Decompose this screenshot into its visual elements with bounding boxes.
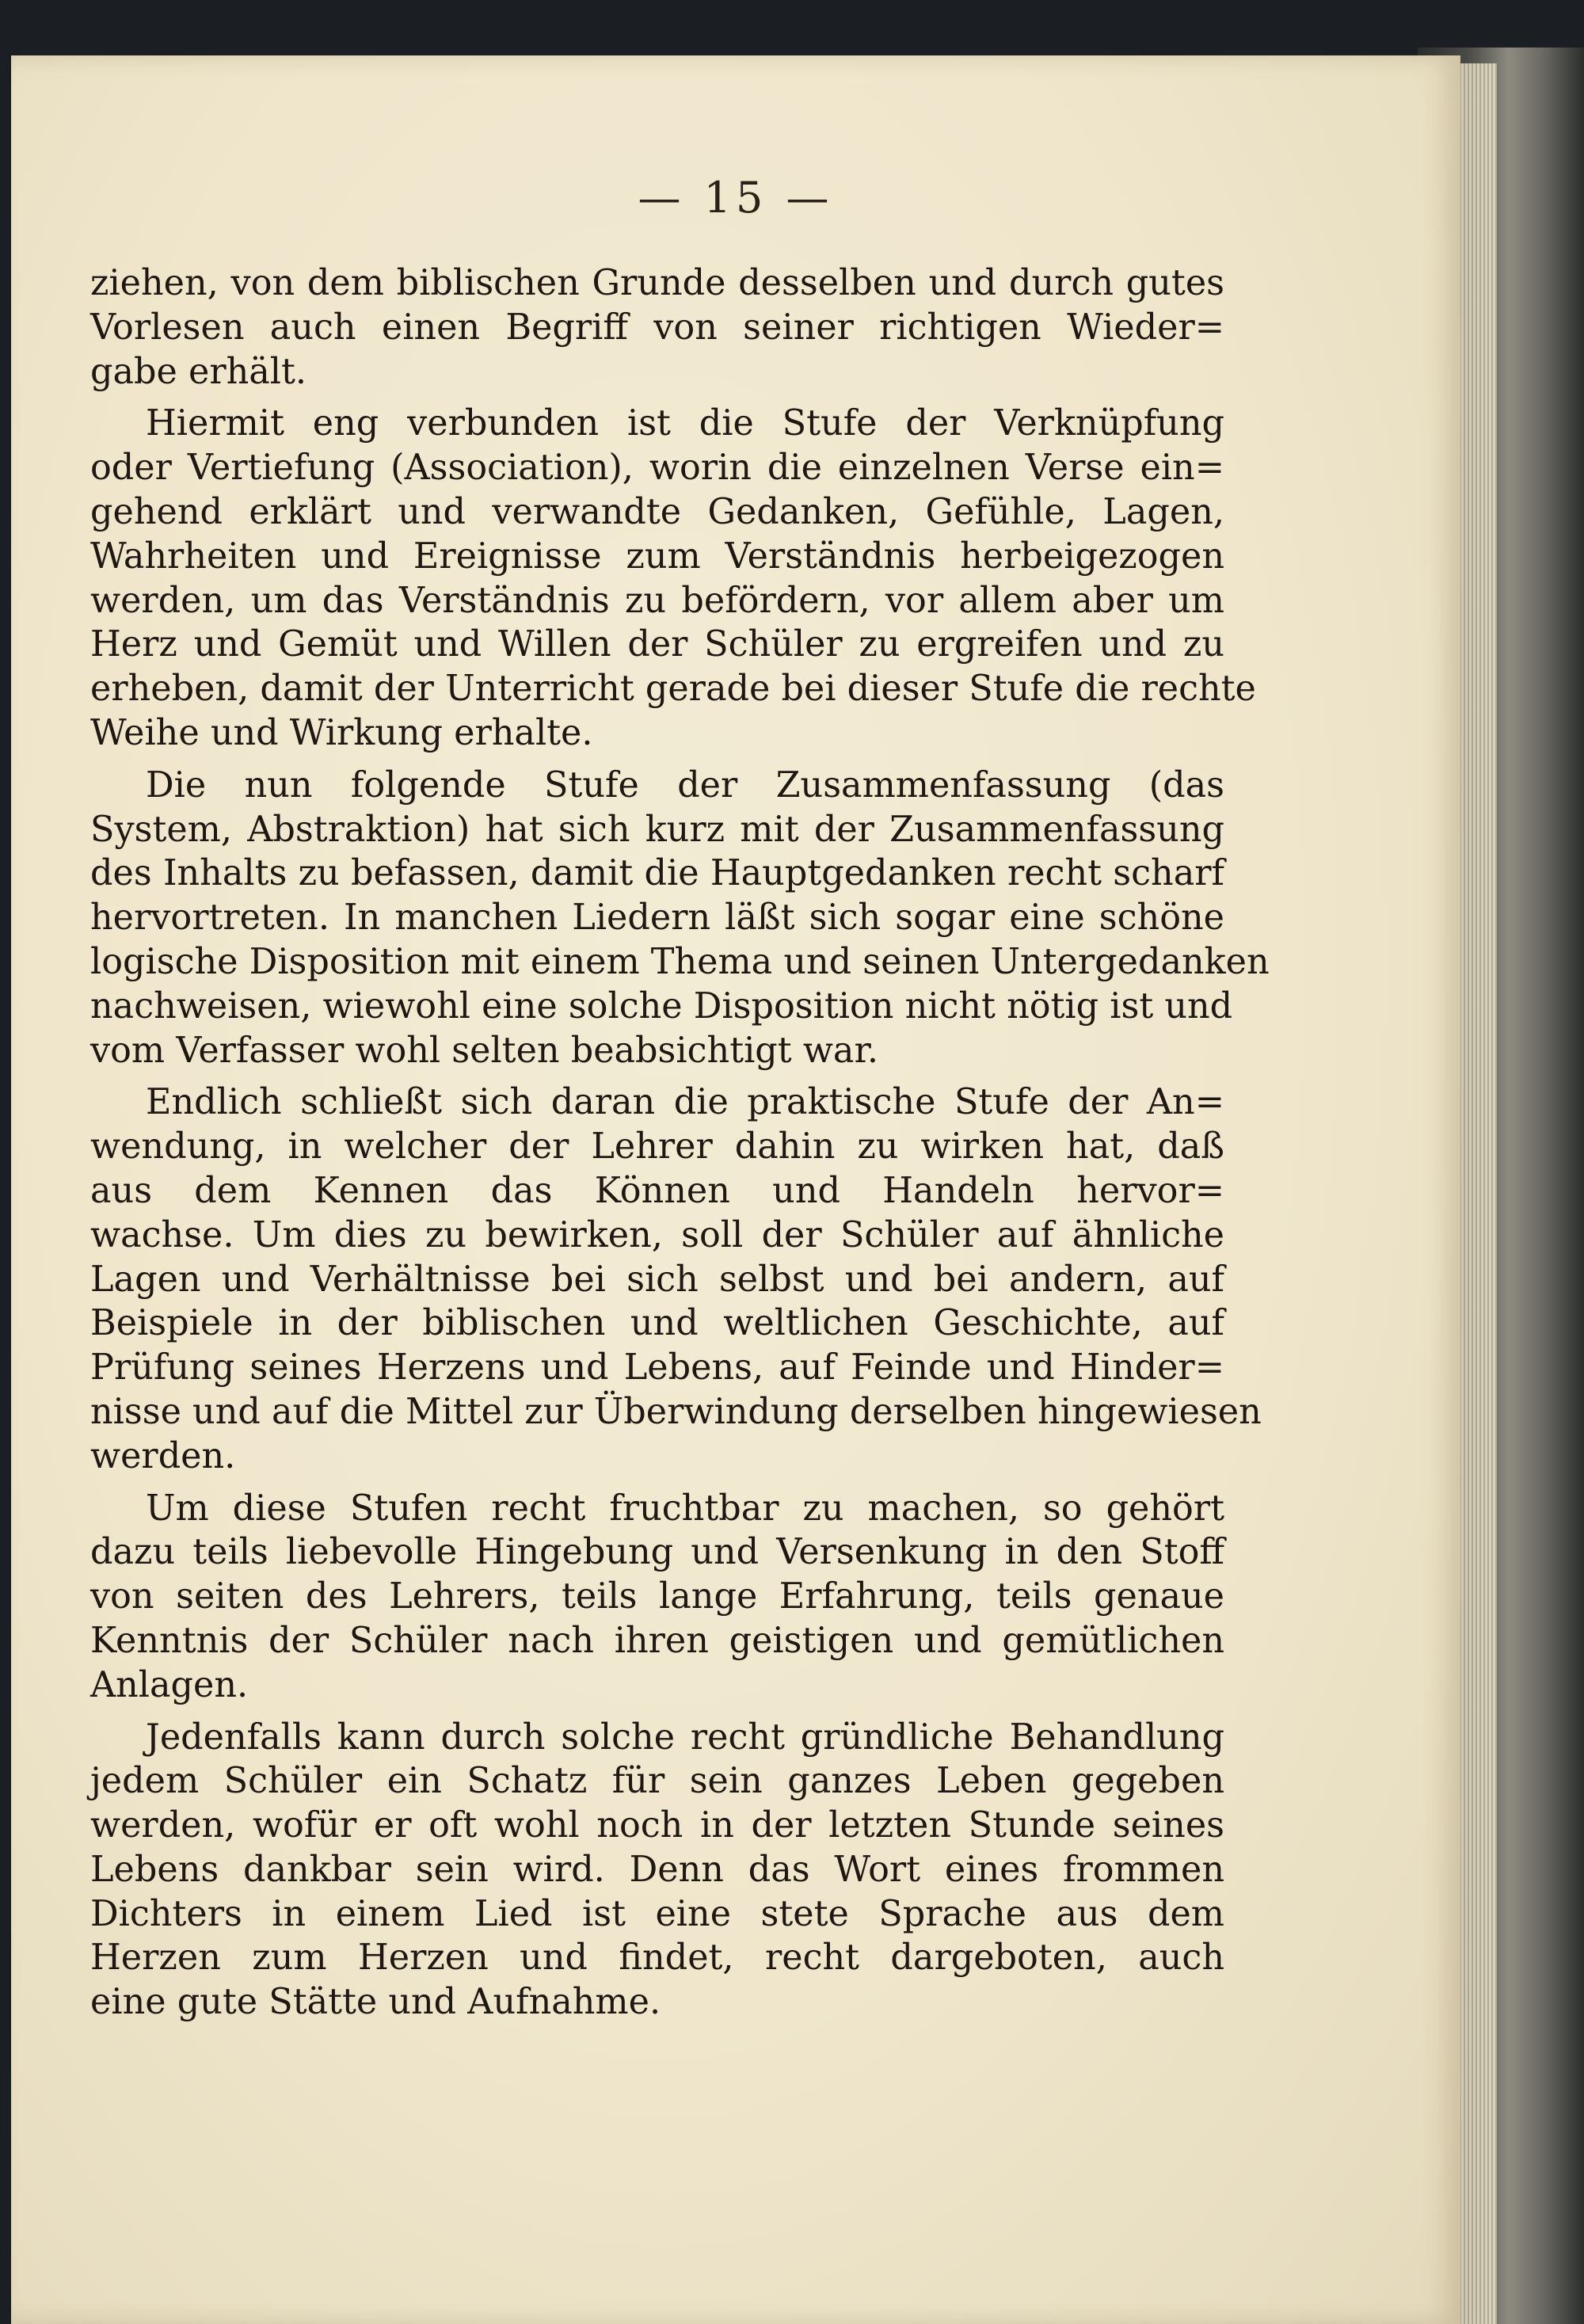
text-line: Um diese Stufen recht fruchtbar zu machen, so gehört: [146, 1488, 1224, 1529]
text-line: System, Abstraktion) hat sich kurz mit der Zusammenfassung: [90, 809, 1224, 850]
text-line: Beispiele in der biblischen und weltlichen Geschichte, auf: [90, 1303, 1224, 1344]
text-line: Die nun folgende Stufe der Zusammenfassung (das: [146, 764, 1224, 806]
text-line: des Inhalts zu befassen, damit die Hauptgedanken recht scharf: [90, 853, 1224, 894]
paragraph: [90, 402, 1256, 755]
text-line: Jedenfalls kann durch solche recht gründliche Behandlung: [146, 1716, 1224, 1758]
text-line: Dichters in einem Lied ist eine stete Sprache aus dem: [90, 1893, 1224, 1934]
text-line: Anlagen.: [90, 1664, 249, 1705]
text-line: werden, wofür er oft wohl noch in der letzten Stunde seines: [90, 1805, 1224, 1846]
text-line: Kenntnis der Schüler nach ihren geistigen und gemütlichen: [90, 1620, 1224, 1661]
text-line: Herzen zum Herzen und findet, recht dargeboten, auch: [90, 1937, 1224, 1979]
text-line: Endlich schließt sich daran die praktische Stufe der An=: [146, 1082, 1224, 1123]
text-line: dazu teils liebevolle Hingebung und Versenkung in den Stoff: [90, 1532, 1224, 1573]
text-line: Vorlesen auch einen Begriff von seiner richtigen Wieder=: [90, 307, 1224, 348]
text-line: werden, um das Verständnis zu befördern, vor allem aber um: [90, 580, 1224, 621]
text-line: wachse. Um dies zu bewirken, soll der Schüler auf ähnliche: [90, 1214, 1224, 1255]
page-body-text: [90, 261, 1270, 2025]
text-line: Prüfung seines Herzens und Lebens, auf Feinde und Hinder=: [90, 1347, 1224, 1389]
text-line: oder Vertiefung (Association), worin die einzelnen Verse ein=: [90, 448, 1224, 489]
text-line: gabe erhält.: [90, 351, 307, 392]
paragraph: [90, 1080, 1262, 1478]
text-line: aus dem Kennen das Können und Handeln hervor=: [90, 1170, 1224, 1211]
text-line: jedem Schüler ein Schatz für sein ganzes Leben gegeben: [90, 1761, 1224, 1802]
text-line: ziehen, von dem biblischen Grunde desselben und durch gutes: [90, 263, 1224, 303]
text-line: hervortreten. In manchen Liedern läßt sich sogar eine schöne: [90, 897, 1224, 939]
text-line: Hiermit eng verbunden ist die Stufe der Verknüpfung: [146, 403, 1224, 444]
text-line: Herz und Gemüt und Willen der Schüler zu ergreifen und zu: [90, 624, 1224, 665]
book-page: [11, 55, 1460, 2324]
paragraph: [90, 1716, 1224, 2025]
text-line: Weihe und Wirkung erhalte.: [90, 712, 593, 753]
paragraph: [90, 764, 1270, 1073]
text-line: nachweisen, wiewohl eine solche Disposition nicht nötig ist und: [90, 985, 1233, 1027]
text-line: gehend erklärt und verwandte Gedanken, Gefühle, Lagen,: [90, 491, 1224, 532]
text-line: eine gute Stätte und Aufnahme.: [90, 1982, 661, 2023]
text-line: von seiten des Lehrers, teils lange Erfahrung, teils genaue: [90, 1576, 1224, 1617]
page-number-header: — 15 —: [638, 173, 834, 223]
text-line: Lebens dankbar sein wird. Denn das Wort eines frommen: [90, 1849, 1224, 1890]
text-line: Lagen und Verhältnisse bei sich selbst und bei andern, auf: [90, 1259, 1224, 1300]
text-line: Wahrheiten und Ereignisse zum Verständnis herbeigezogen: [90, 535, 1224, 577]
text-line: nisse und auf die Mittel zur Überwindung derselben hingewiesen: [90, 1391, 1262, 1432]
text-line: wendung, in welcher der Lehrer dahin zu wirken hat, daß: [90, 1126, 1224, 1168]
text-line: werden.: [90, 1435, 236, 1476]
paragraph: [90, 1487, 1224, 1708]
text-line: erheben, damit der Unterricht gerade bei dieser Stufe die rechte: [90, 669, 1256, 710]
paragraph: [90, 261, 1224, 394]
text-line: vom Verfasser wohl selten beabsichtigt war.: [90, 1030, 878, 1071]
text-line: logische Disposition mit einem Thema und seinen Untergedanken: [90, 941, 1270, 982]
